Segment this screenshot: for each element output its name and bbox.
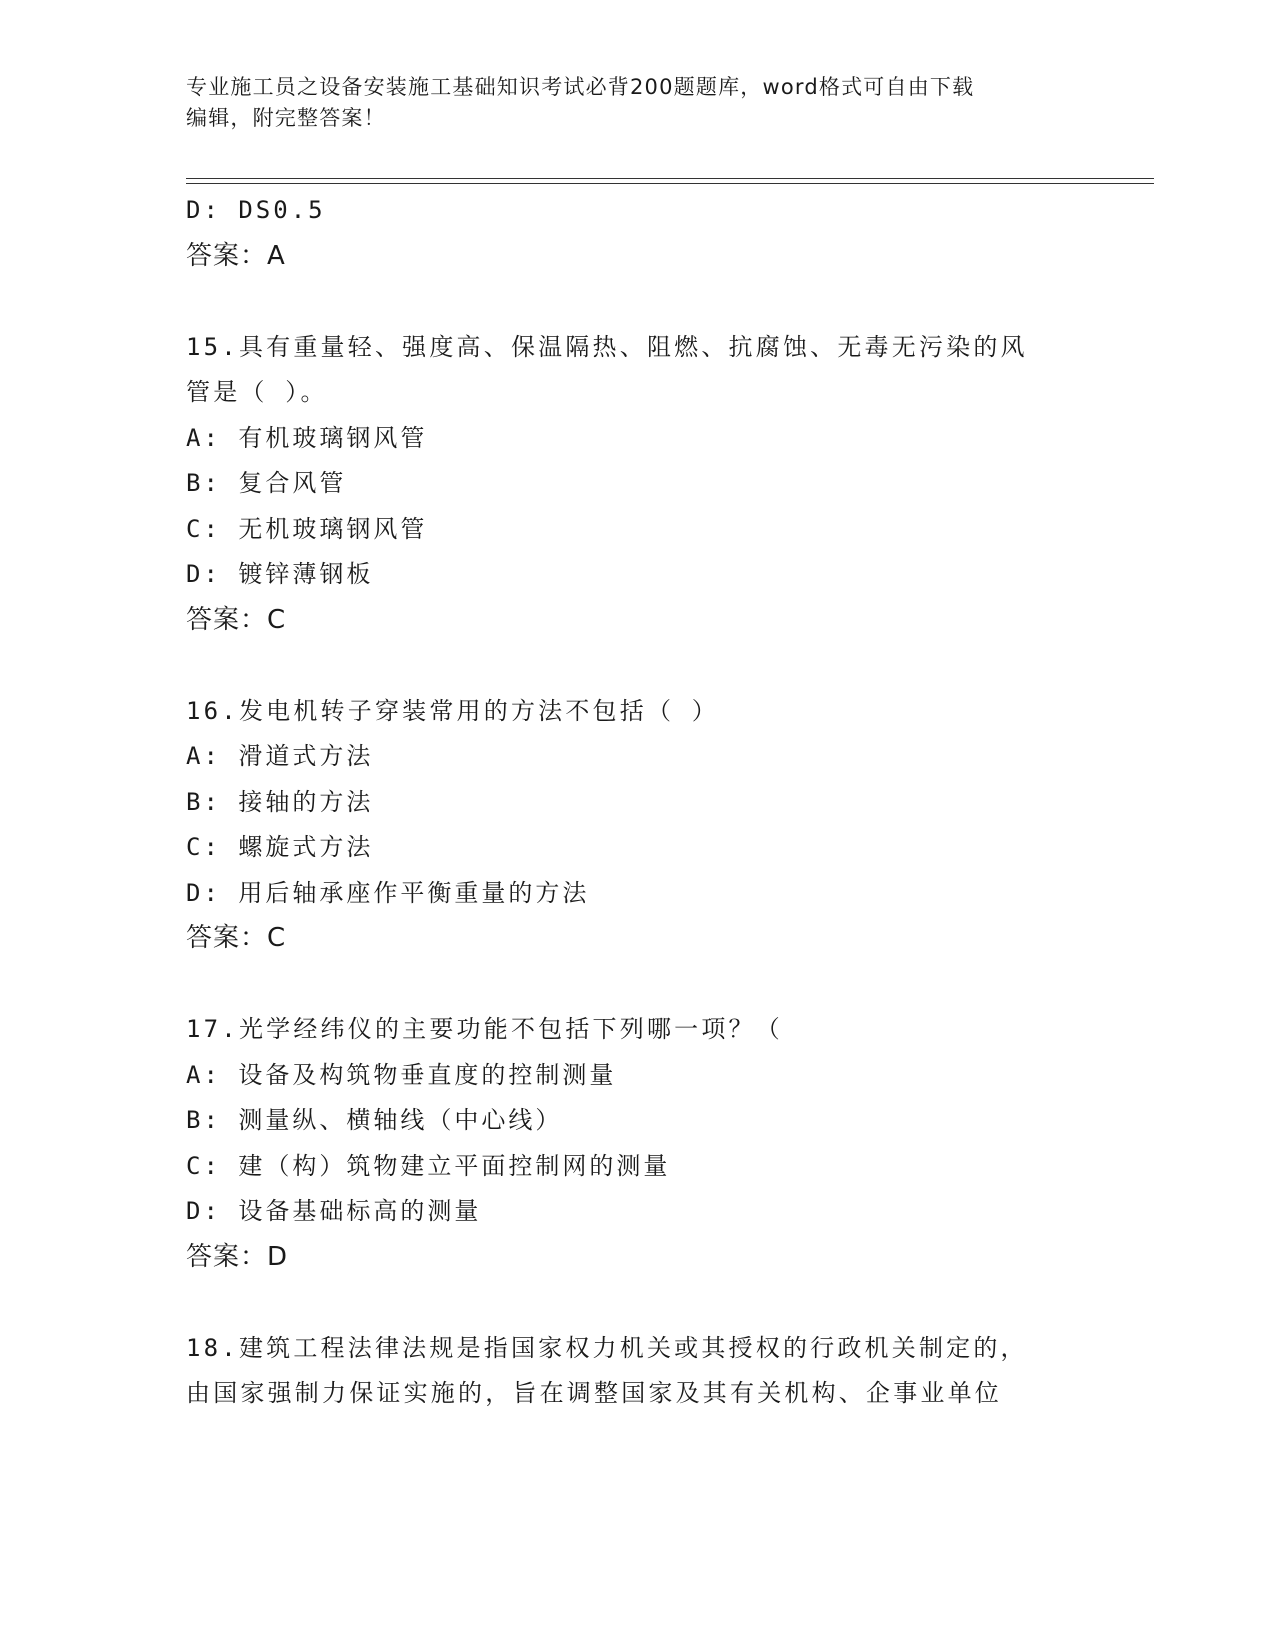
- header-line-1: 专业施工员之设备安装施工基础知识考试必背200题题库，word格式可自由下载: [186, 75, 975, 99]
- question-stem: 17.光学经纬仪的主要功能不包括下列哪一项？（: [186, 1015, 783, 1043]
- answer-line: 答案：C: [186, 604, 287, 635]
- option-c: C: 建（构）筑物建立平面控制网的测量: [186, 1151, 671, 1180]
- question-stem: 16.发电机转子穿装常用的方法不包括（ ）: [186, 696, 719, 725]
- option-c: C: 螺旋式方法: [186, 833, 374, 861]
- question-17: [186, 1007, 1086, 1280]
- answer-line: 答案：C: [186, 923, 287, 953]
- answer-line: 答案：A: [186, 240, 286, 271]
- question-stem: 18.建筑工程法律法规是指国家权力机关或其授权的行政机关制定的，: [186, 1333, 1028, 1362]
- header-divider-top: [186, 178, 1154, 179]
- option-c: C: 无机玻璃钢风管: [186, 514, 428, 543]
- header-line-2: 编辑，附完整答案！: [186, 106, 386, 130]
- spacer: [186, 643, 1086, 689]
- question-list: [186, 188, 1086, 1417]
- option-b: B: 测量纵、横轴线（中心线）: [186, 1106, 563, 1134]
- option-a: A: 设备及构筑物垂直度的控制测量: [186, 1060, 617, 1089]
- option-d: D: 设备基础标高的测量: [186, 1197, 482, 1225]
- question-stem-continued: 由国家强制力保证实施的，旨在调整国家及其有关机构、企事业单位: [186, 1379, 1002, 1407]
- spacer: [186, 279, 1086, 325]
- option-b: B: 复合风管: [186, 469, 347, 497]
- option-d: D: 用后轴承座作平衡重量的方法: [186, 878, 590, 907]
- answer-line: 答案：D: [186, 1241, 289, 1272]
- question-16: [186, 689, 1086, 962]
- spacer: [186, 1280, 1086, 1326]
- option-d: D: DS0.5: [186, 196, 326, 224]
- document-header: [186, 72, 1066, 134]
- option-d: D: 镀锌薄钢板: [186, 560, 374, 588]
- question-stem: 15.具有重量轻、强度高、保温隔热、阻燃、抗腐蚀、无毒无污染的风: [186, 332, 1028, 361]
- question-15: [186, 325, 1086, 644]
- option-a: A: 有机玻璃钢风管: [186, 423, 428, 452]
- option-b: B: 接轴的方法: [186, 787, 374, 816]
- question-18: [186, 1326, 1086, 1417]
- spacer: [186, 962, 1086, 1008]
- header-divider-bottom: [186, 183, 1154, 184]
- option-a: A: 滑道式方法: [186, 742, 374, 770]
- question-stem-continued: 管是（ ）。: [186, 378, 328, 406]
